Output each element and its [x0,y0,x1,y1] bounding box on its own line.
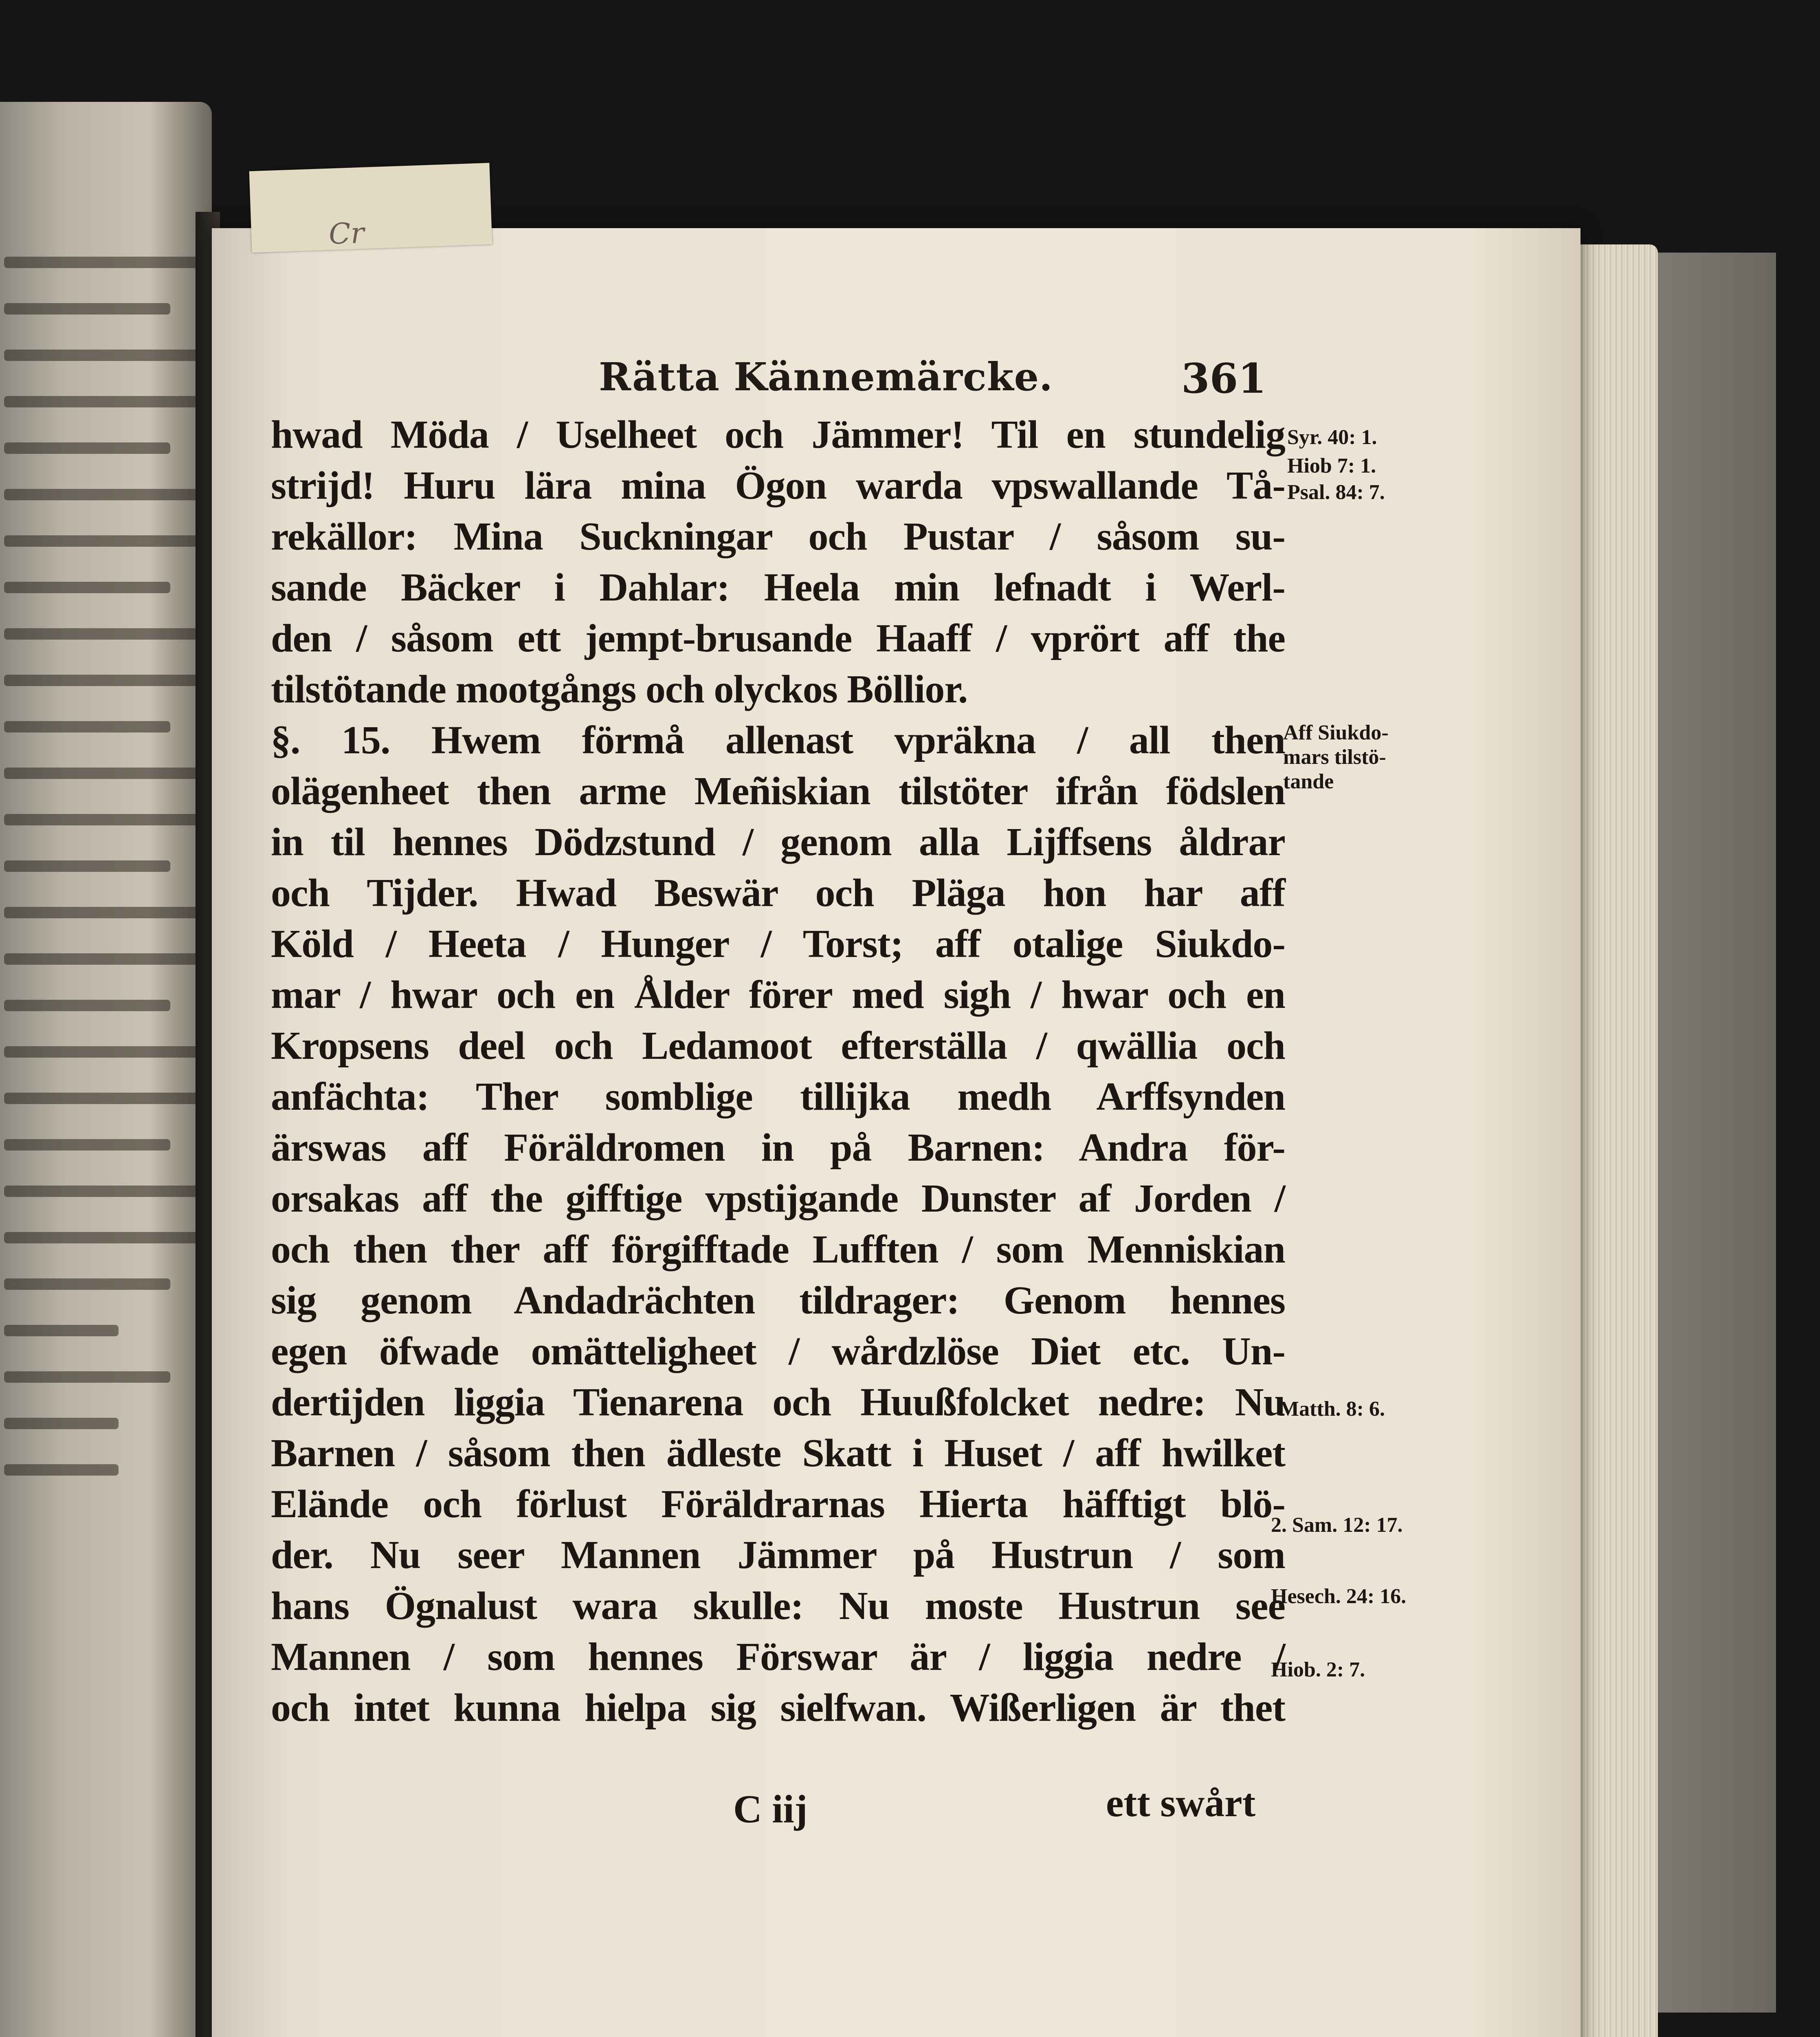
margin-note: Syr. 40: 1. [1287,426,1377,449]
text-line: sig genom Andadrächten tildrager: Genom hennes [271,1278,1285,1322]
text-line: sande Bäcker i Dahlar: Heela min lefnadt i Werl- [271,565,1285,609]
text-line: in til hennes Dödzstund / genom alla Lijffsens åldrar [271,820,1285,864]
text-line: hwad Möda / Uselheet och Jämmer! Til en stundelig [271,413,1285,457]
text-line: rekällor: Mina Suckningar och Pustar / såsom su- [271,515,1285,559]
text-line: Mannen / som hennes Förswar är / liggia nedre / [271,1635,1285,1679]
text-line: den / såsom ett jempt-brusande Haaff / vprört aff the [271,616,1285,660]
text-line: ärswas aff Föräldromen in på Barnen: Andra för- [271,1126,1285,1170]
margin-note: Psal. 84: 7. [1287,481,1385,504]
text-line: och intet kunna hielpa sig sielfwan. Wißerligen är thet [271,1686,1285,1730]
text-line: Elände och förlust Föräldrarnas Hierta häfftigt blö- [271,1482,1285,1526]
margin-note: tande [1283,770,1334,793]
margin-note: mars tilstö- [1283,746,1386,769]
page-number: 361 [1181,354,1266,403]
bookmark-tab [249,163,492,253]
facing-left-page [0,102,212,2037]
margin-note: Hiob. 2: 7. [1271,1658,1365,1681]
text-line: §. 15. Hwem förmå allenast vpräkna / all then [271,718,1285,762]
text-line: hans Ögnalust wara skulle: Nu moste Hustrun see [271,1584,1285,1628]
body-text [271,409,1285,1733]
text-line: olägenheet then arme Meñiskian tilstöter ifrån födslen [271,769,1285,813]
running-head: Rätta Kännemärcke. [599,354,1053,400]
text-line: der. Nu seer Mannen Jämmer på Hustrun / som [271,1533,1285,1577]
text-line: mar / hwar och en Ålder förer med sigh / hwar och en [271,973,1285,1017]
margin-note: 2. Sam. 12: 17. [1271,1513,1403,1537]
text-line: anfächta: Ther somblige tillijka medh Arffsynden [271,1075,1285,1119]
page-block-edge [1572,244,1658,2037]
text-line: och Tijder. Hwad Beswär och Pläga hon har aff [271,871,1285,915]
text-line: Köld / Heeta / Hunger / Torst; aff otalige Siukdo- [271,922,1285,966]
margin-note: Aff Siukdo- [1283,721,1389,744]
text-line: strijd! Huru lära mina Ögon warda vpswallande Tå- [271,464,1285,508]
margin-note: Hesech. 24: 16. [1271,1585,1407,1608]
text-line: orsakas aff the gifftige vpstijgande Dunster af Jorden / [271,1177,1285,1221]
facing-page-text [4,257,212,1511]
text-line: Barnen / såsom then ädleste Skatt i Huset / aff hwilket [271,1431,1285,1475]
margin-note: Hiob 7: 1. [1287,454,1376,477]
text-line: dertijden liggia Tienarena och Huußfolcket nedre: Nu [271,1380,1285,1424]
margin-note: Matth. 8: 6. [1279,1397,1385,1421]
text-line: tilstötande mootgångs och olyckos Böllior. [271,667,968,711]
text-line: Kropsens deel och Ledamoot efterställa / qwällia och [271,1024,1285,1068]
text-line: egen öfwade omätteligheet / wårdzlöse Diet etc. Un- [271,1329,1285,1373]
signature-mark: C iij [733,1787,808,1831]
text-line: och then ther aff förgifftade Lufften / som Menniskian [271,1227,1285,1271]
catchword: ett swårt [1106,1781,1256,1825]
bookmark-pencil-note: Cr [328,216,365,251]
